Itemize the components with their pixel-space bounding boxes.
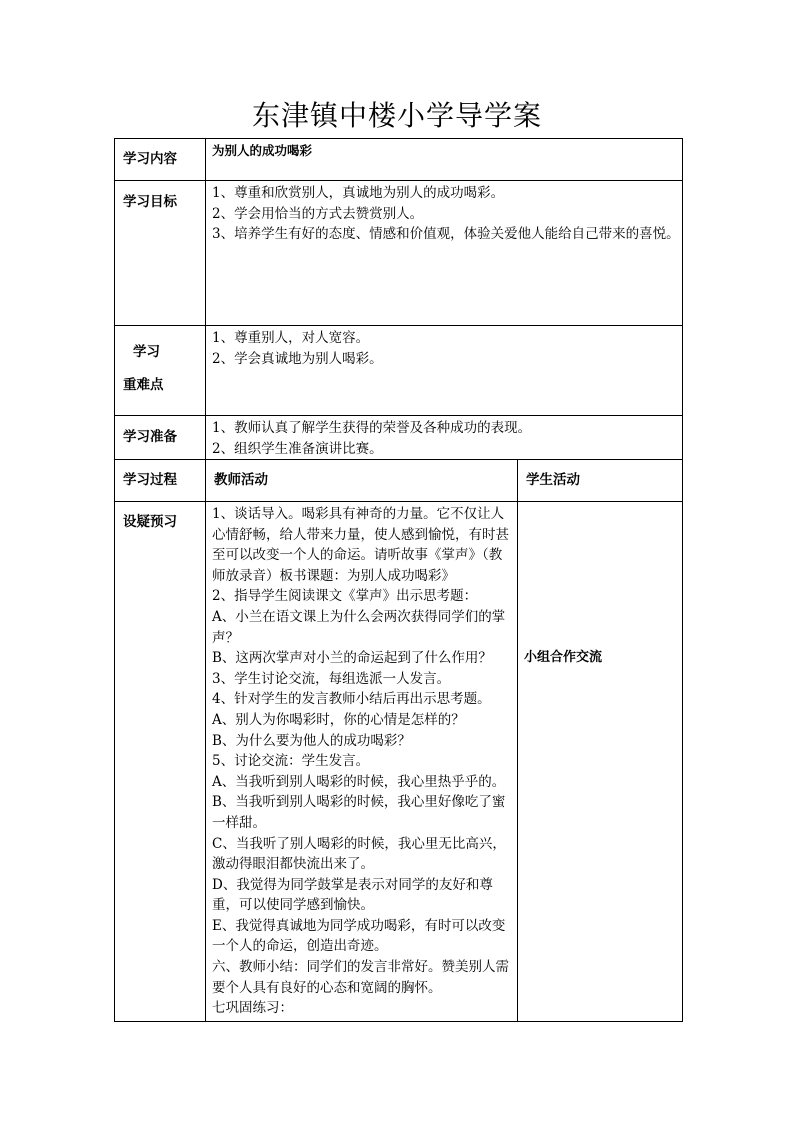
- preparation-item: 1、教师认真了解学生获得的荣誉及各种成功的表现。: [212, 420, 532, 436]
- student-activity-text: 小组合作交流: [524, 650, 603, 665]
- preview-student-cell: [518, 502, 683, 1022]
- preparation-item: 2、组织学生准备演讲比赛。: [212, 440, 383, 457]
- row-content: [115, 139, 683, 181]
- goals-label: 学习目标: [115, 181, 206, 326]
- key-point-item: 2、学会真诚地为别人喝彩。: [212, 350, 383, 367]
- teacher-item: B、这两次掌声对小兰的命运起到了什么作用？: [212, 650, 492, 667]
- teacher-item: A、当我听到别人喝彩的时候，我心里热乎乎的。: [212, 773, 506, 790]
- teacher-item: 4、针对学生的发言教师小结后再出示思考题。: [212, 691, 491, 708]
- preview-teacher-cell: [206, 502, 518, 1022]
- content-cell: [206, 139, 683, 181]
- preparation-cell: [206, 416, 683, 460]
- teacher-item: A、别人为你喝彩时，你的心情是怎样的？: [212, 711, 465, 728]
- key-point-item: 1、尊重别人，对人宽容。: [212, 330, 370, 346]
- content-text: 为别人的成功喝彩: [212, 143, 313, 158]
- student-activity-header: 学生活动: [518, 460, 683, 502]
- teacher-item: C、当我听了别人喝彩的时候，我心里无比高兴，激动得眼泪都快流出来了。: [212, 835, 506, 873]
- teacher-item: B、为什么要为他人的成功喝彩？: [212, 732, 411, 749]
- content-label: 学习内容: [115, 139, 206, 181]
- key-points-label: 学习 重难点: [115, 326, 206, 416]
- teacher-item: 六、教师小结：同学们的发言非常好。赞美别人需要个人具有良好的心态和宽阔的胸怀。: [212, 959, 509, 996]
- teacher-activity-header: 教师活动: [206, 460, 518, 502]
- preparation-label: 学习准备: [115, 416, 206, 460]
- goals-cell: [206, 181, 683, 326]
- teacher-item: 3、学生讨论交流，每组选派一人发言。: [212, 670, 451, 687]
- lesson-plan-table: [114, 138, 683, 1022]
- teacher-item: 1、谈话导入。喝彩具有神奇的力量。它不仅让人心情舒畅，给人带来力量，使人感到愉悦，有时甚至可以改变一个人的命运。请听故事《掌声》（教师放录音）板书课题：为别人成功喝彩》: [212, 506, 509, 584]
- row-preparation: [115, 416, 683, 460]
- teacher-item: 2、指导学生阅读课文《掌声》出示思考题：: [212, 588, 478, 605]
- teacher-item: 5、讨论交流：学生发言。: [212, 753, 370, 770]
- key-points-cell: [206, 326, 683, 416]
- row-goals: [115, 181, 683, 326]
- goal-item: 2、学会用恰当的方式去赞赏别人。: [212, 205, 424, 222]
- goal-item: 3、培养学生有好的态度、情感和价值观，体验关爱他人能给自己带来的喜悦。: [212, 226, 680, 242]
- process-label: 学习过程: [115, 460, 206, 502]
- teacher-item: A、小兰在语文课上为什么会两次获得同学们的掌声？: [212, 608, 506, 646]
- row-key-points: [115, 326, 683, 416]
- teacher-item: D、我觉得为同学鼓掌是表示对同学的友好和尊重，可以使同学感到愉快。: [212, 876, 493, 914]
- goal-item: 1、尊重和欣赏别人，真诚地为别人的成功喝彩。: [212, 185, 505, 201]
- teacher-item: 七巩固练习：: [212, 1000, 293, 1017]
- row-process-header: [115, 460, 683, 502]
- page-title: 东津镇中楼小学导学案: [251, 99, 542, 132]
- teacher-item: E、我觉得真诚地为同学成功喝彩，有时可以改变一个人的命运，创造出奇迹。: [212, 917, 506, 955]
- preview-label: 设疑预习: [115, 502, 206, 1022]
- teacher-item: B、当我听到别人喝彩的时候，我心里好像吃了蜜一样甜。: [212, 794, 506, 831]
- row-preview: [115, 502, 683, 1022]
